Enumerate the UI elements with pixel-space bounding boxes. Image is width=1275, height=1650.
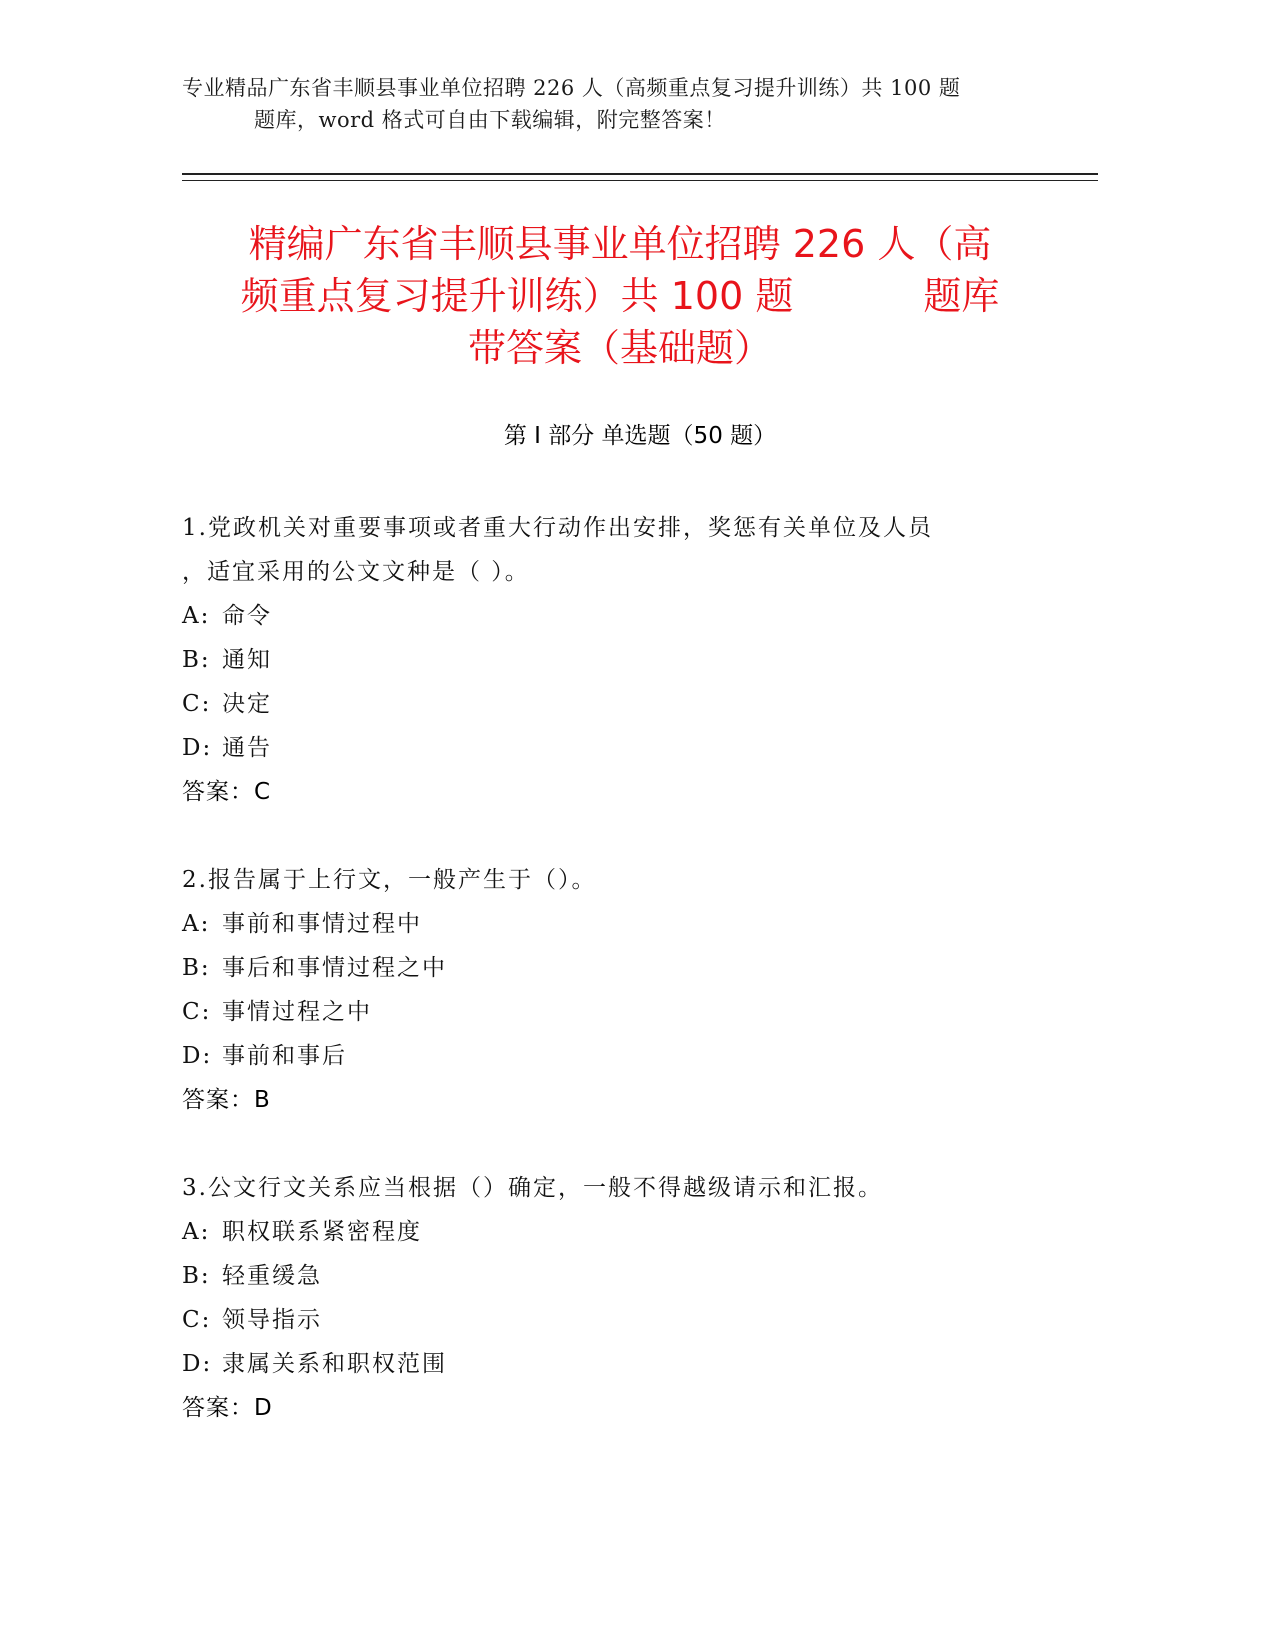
question-stem-line-1: 2.报告属于上行文，一般产生于（）。 (182, 867, 597, 893)
option-text: 隶属关系和职权范围 (222, 1351, 447, 1377)
option-text: 轻重缓急 (222, 1263, 322, 1289)
header-rule-thin (182, 180, 1098, 181)
question-stem-line-1: 1.党政机关对重要事项或者重大行动作出安排，奖惩有关单位及人员 (182, 515, 933, 541)
answer-line: 答案：B (182, 1087, 271, 1113)
document-title (180, 218, 1060, 374)
header-note (182, 72, 1062, 136)
option-text: 通知 (222, 647, 272, 673)
option-key: A: (182, 603, 211, 629)
option-key: C: (182, 1307, 212, 1333)
title-line-1: 精编广东省丰顺县事业单位招聘 226 人（高 (248, 222, 992, 266)
option-d (182, 1342, 1102, 1386)
option-text: 命令 (222, 603, 272, 629)
option-key: C: (182, 691, 212, 717)
option-key: D: (182, 735, 213, 761)
option-d (182, 726, 1102, 770)
option-a (182, 902, 1102, 946)
header-rule-thick (182, 173, 1098, 175)
option-c (182, 682, 1102, 726)
title-line-3: 带答案（基础题） (467, 326, 772, 370)
option-text: 事后和事情过程之中 (222, 955, 447, 981)
option-text: 事前和事情过程中 (222, 911, 422, 937)
option-c (182, 990, 1102, 1034)
title-line-2 (180, 270, 1060, 322)
option-b (182, 638, 1102, 682)
title-line-2-part-b: 题库 (923, 274, 1000, 318)
question-2 (182, 858, 1102, 1122)
option-text: 通告 (222, 735, 272, 761)
option-text: 领导指示 (222, 1307, 322, 1333)
question-1 (182, 506, 1102, 814)
option-key: C: (182, 999, 212, 1025)
option-c (182, 1298, 1102, 1342)
option-a (182, 1210, 1102, 1254)
option-d (182, 1034, 1102, 1078)
option-text: 职权联系紧密程度 (222, 1219, 422, 1245)
option-key: D: (182, 1043, 213, 1069)
option-key: B: (182, 1263, 211, 1289)
title-line-2-part-a: 频重点复习提升训练）共 100 题 (240, 274, 794, 318)
option-b (182, 1254, 1102, 1298)
option-text: 事前和事后 (222, 1043, 347, 1069)
option-text: 决定 (222, 691, 272, 717)
answer-line: 答案：C (182, 779, 272, 805)
question-stem-line-1: 3.公文行文关系应当根据（）确定，一般不得越级请示和汇报。 (182, 1175, 883, 1201)
question-3 (182, 1166, 1102, 1430)
option-a (182, 594, 1102, 638)
option-key: A: (182, 911, 211, 937)
question-list (182, 506, 1102, 1474)
option-text: 事情过程之中 (222, 999, 372, 1025)
option-b (182, 946, 1102, 990)
question-stem-line-2: ，适宜采用的公文文种是（ ）。 (182, 559, 530, 585)
answer-line: 答案：D (182, 1395, 273, 1421)
option-key: B: (182, 647, 211, 673)
option-key: A: (182, 1219, 211, 1245)
header-note-line-1: 专业精品广东省丰顺县事业单位招聘 226 人（高频重点复习提升训练）共 100 题 (182, 76, 961, 100)
option-key: B: (182, 955, 211, 981)
header-note-line-2: 题库，word 格式可自由下载编辑，附完整答案！ (254, 108, 726, 132)
option-key: D: (182, 1351, 213, 1377)
section-title: 第 I 部分 单选题（50 题） (503, 423, 777, 449)
